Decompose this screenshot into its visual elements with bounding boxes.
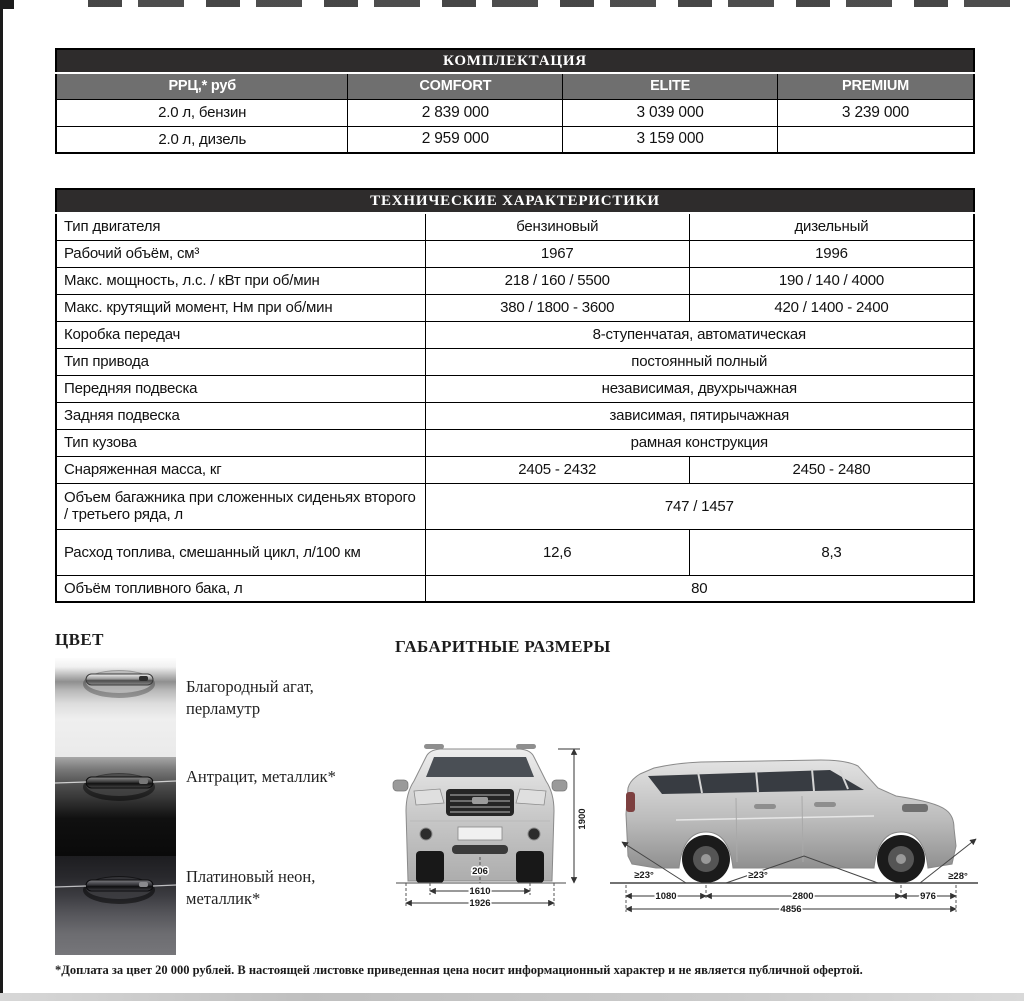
table-row (56, 348, 974, 375)
car-side-view-diagram (606, 728, 986, 916)
spec-label: Задняя подвеска (56, 402, 425, 429)
car-front-view-diagram (388, 733, 598, 911)
dimension-label-height: 1900 (577, 808, 588, 830)
color-swatch-platinum (55, 856, 176, 955)
spec-label: Объём топливного бака, л (56, 575, 425, 602)
cropped-text-artifact-corner (0, 0, 14, 9)
spec-label: Снаряженная масса, кг (56, 456, 425, 483)
color-name-anthracite: Антрацит, металлик* (186, 767, 336, 786)
dimension-label-track: 1610 (469, 886, 491, 897)
table-row (56, 267, 974, 294)
specs-table-title: ТЕХНИЧЕСКИЕ ХАРАКТЕРИСТИКИ (56, 189, 974, 213)
dimension-label-width: 1926 (469, 898, 491, 909)
spec-value-shared: рамная конструкция (425, 429, 974, 456)
price-value: 3 159 000 (563, 126, 778, 153)
spec-value-petrol: бензиновый (425, 213, 689, 240)
table-row (56, 240, 974, 267)
side-view-dimensions (626, 885, 956, 915)
table-row (56, 189, 974, 213)
dimension-label-length: 4856 (780, 904, 802, 915)
table-row (56, 213, 974, 240)
door-handle-graphic (55, 856, 176, 955)
door-handle-graphic (55, 658, 176, 757)
spec-label: Передняя подвеска (56, 375, 425, 402)
dimensions-section-title: ГАБАРИТНЫЕ РАЗМЕРЫ (395, 637, 611, 656)
table-row (56, 429, 974, 456)
spec-value-petrol: 380 / 1800 - 3600 (425, 294, 689, 321)
spec-value-diesel: 420 / 1400 - 2400 (689, 294, 974, 321)
color-swatch-agate (55, 658, 176, 757)
angle-label-departure: ≥23° (634, 870, 654, 881)
engine-label: 2.0 л, бензин (56, 99, 348, 126)
spec-value-shared: постоянный полный (425, 348, 974, 375)
spec-label: Расход топлива, смешанный цикл, л/100 км (56, 529, 425, 575)
dimension-label-rear-overhang: 1080 (655, 891, 677, 902)
table-row (56, 294, 974, 321)
table-row (56, 529, 974, 575)
price-value: 2 959 000 (348, 126, 563, 153)
trim-table-title: КОМПЛЕКТАЦИЯ (56, 49, 974, 73)
trim-price-table (55, 48, 975, 154)
spec-value-shared: зависимая, пятирычажная (425, 402, 974, 429)
color-name-agate: Благородный агат, перламутр (186, 677, 314, 719)
price-value-empty (778, 126, 974, 153)
table-row (56, 402, 974, 429)
spec-label: Тип двигателя (56, 213, 425, 240)
table-row (56, 483, 974, 529)
color-section-title: ЦВЕТ (55, 630, 104, 649)
car-side-graphic (610, 760, 978, 883)
column-header-elite: ELITE (563, 73, 778, 99)
table-row (56, 321, 974, 348)
cropped-text-artifact (88, 0, 1010, 7)
table-row (56, 99, 974, 126)
column-header-comfort: COMFORT (348, 73, 563, 99)
page-left-border (0, 0, 3, 993)
spec-value-petrol: 2405 - 2432 (425, 456, 689, 483)
price-value: 2 839 000 (348, 99, 563, 126)
spec-value-shared: 747 / 1457 (425, 483, 974, 529)
page-bottom-strip (0, 993, 1024, 1001)
angle-label-ramp: ≥23° (748, 870, 768, 881)
spec-value-shared: 80 (425, 575, 974, 602)
color-swatch-column (55, 658, 176, 955)
footnote: *Доплата за цвет 20 000 рублей. В настоящей листовке приведенная цена носит информационный характер и не является публичной офертой. (55, 963, 863, 977)
specs-table (55, 188, 975, 603)
column-header-price: РРЦ,* руб (56, 73, 348, 99)
spec-value-petrol: 12,6 (425, 529, 689, 575)
color-name-platinum: Платиновый неон, металлик* (186, 867, 316, 909)
spec-label: Макс. мощность, л.с. / кВт при об/мин (56, 267, 425, 294)
table-row (56, 49, 974, 73)
spec-value-diesel: 1996 (689, 240, 974, 267)
spec-label: Тип кузова (56, 429, 425, 456)
spec-label: Макс. крутящий момент, Нм при об/мин (56, 294, 425, 321)
dimension-label-wheelbase: 2800 (792, 891, 814, 902)
spec-value-petrol: 1967 (425, 240, 689, 267)
spec-value-shared: независимая, двухрычажная (425, 375, 974, 402)
dimension-label-front-overhang: 976 (920, 891, 936, 902)
spec-value-diesel: дизельный (689, 213, 974, 240)
price-value: 3 039 000 (563, 99, 778, 126)
table-row (56, 575, 974, 602)
spec-label: Коробка передач (56, 321, 425, 348)
table-row (56, 456, 974, 483)
spec-value-diesel: 2450 - 2480 (689, 456, 974, 483)
spec-label: Рабочий объём, см³ (56, 240, 425, 267)
table-row (56, 126, 974, 153)
spec-value-petrol: 218 / 160 / 5500 (425, 267, 689, 294)
spec-value-diesel: 8,3 (689, 529, 974, 575)
spec-value-diesel: 190 / 140 / 4000 (689, 267, 974, 294)
table-row (56, 73, 974, 99)
spec-value-shared: 8-ступенчатая, автоматическая (425, 321, 974, 348)
price-value: 3 239 000 (778, 99, 974, 126)
spec-label: Объем багажника при сложенных сиденьях второго / третьего ряда, л (56, 483, 425, 529)
engine-label: 2.0 л, дизель (56, 126, 348, 153)
angle-label-approach: ≥28° (948, 871, 968, 882)
door-handle-graphic (55, 757, 176, 856)
column-header-premium: PREMIUM (778, 73, 974, 99)
color-swatch-anthracite (55, 757, 176, 856)
dimension-label-clearance: 206 (472, 866, 488, 877)
spec-label: Тип привода (56, 348, 425, 375)
table-row (56, 375, 974, 402)
